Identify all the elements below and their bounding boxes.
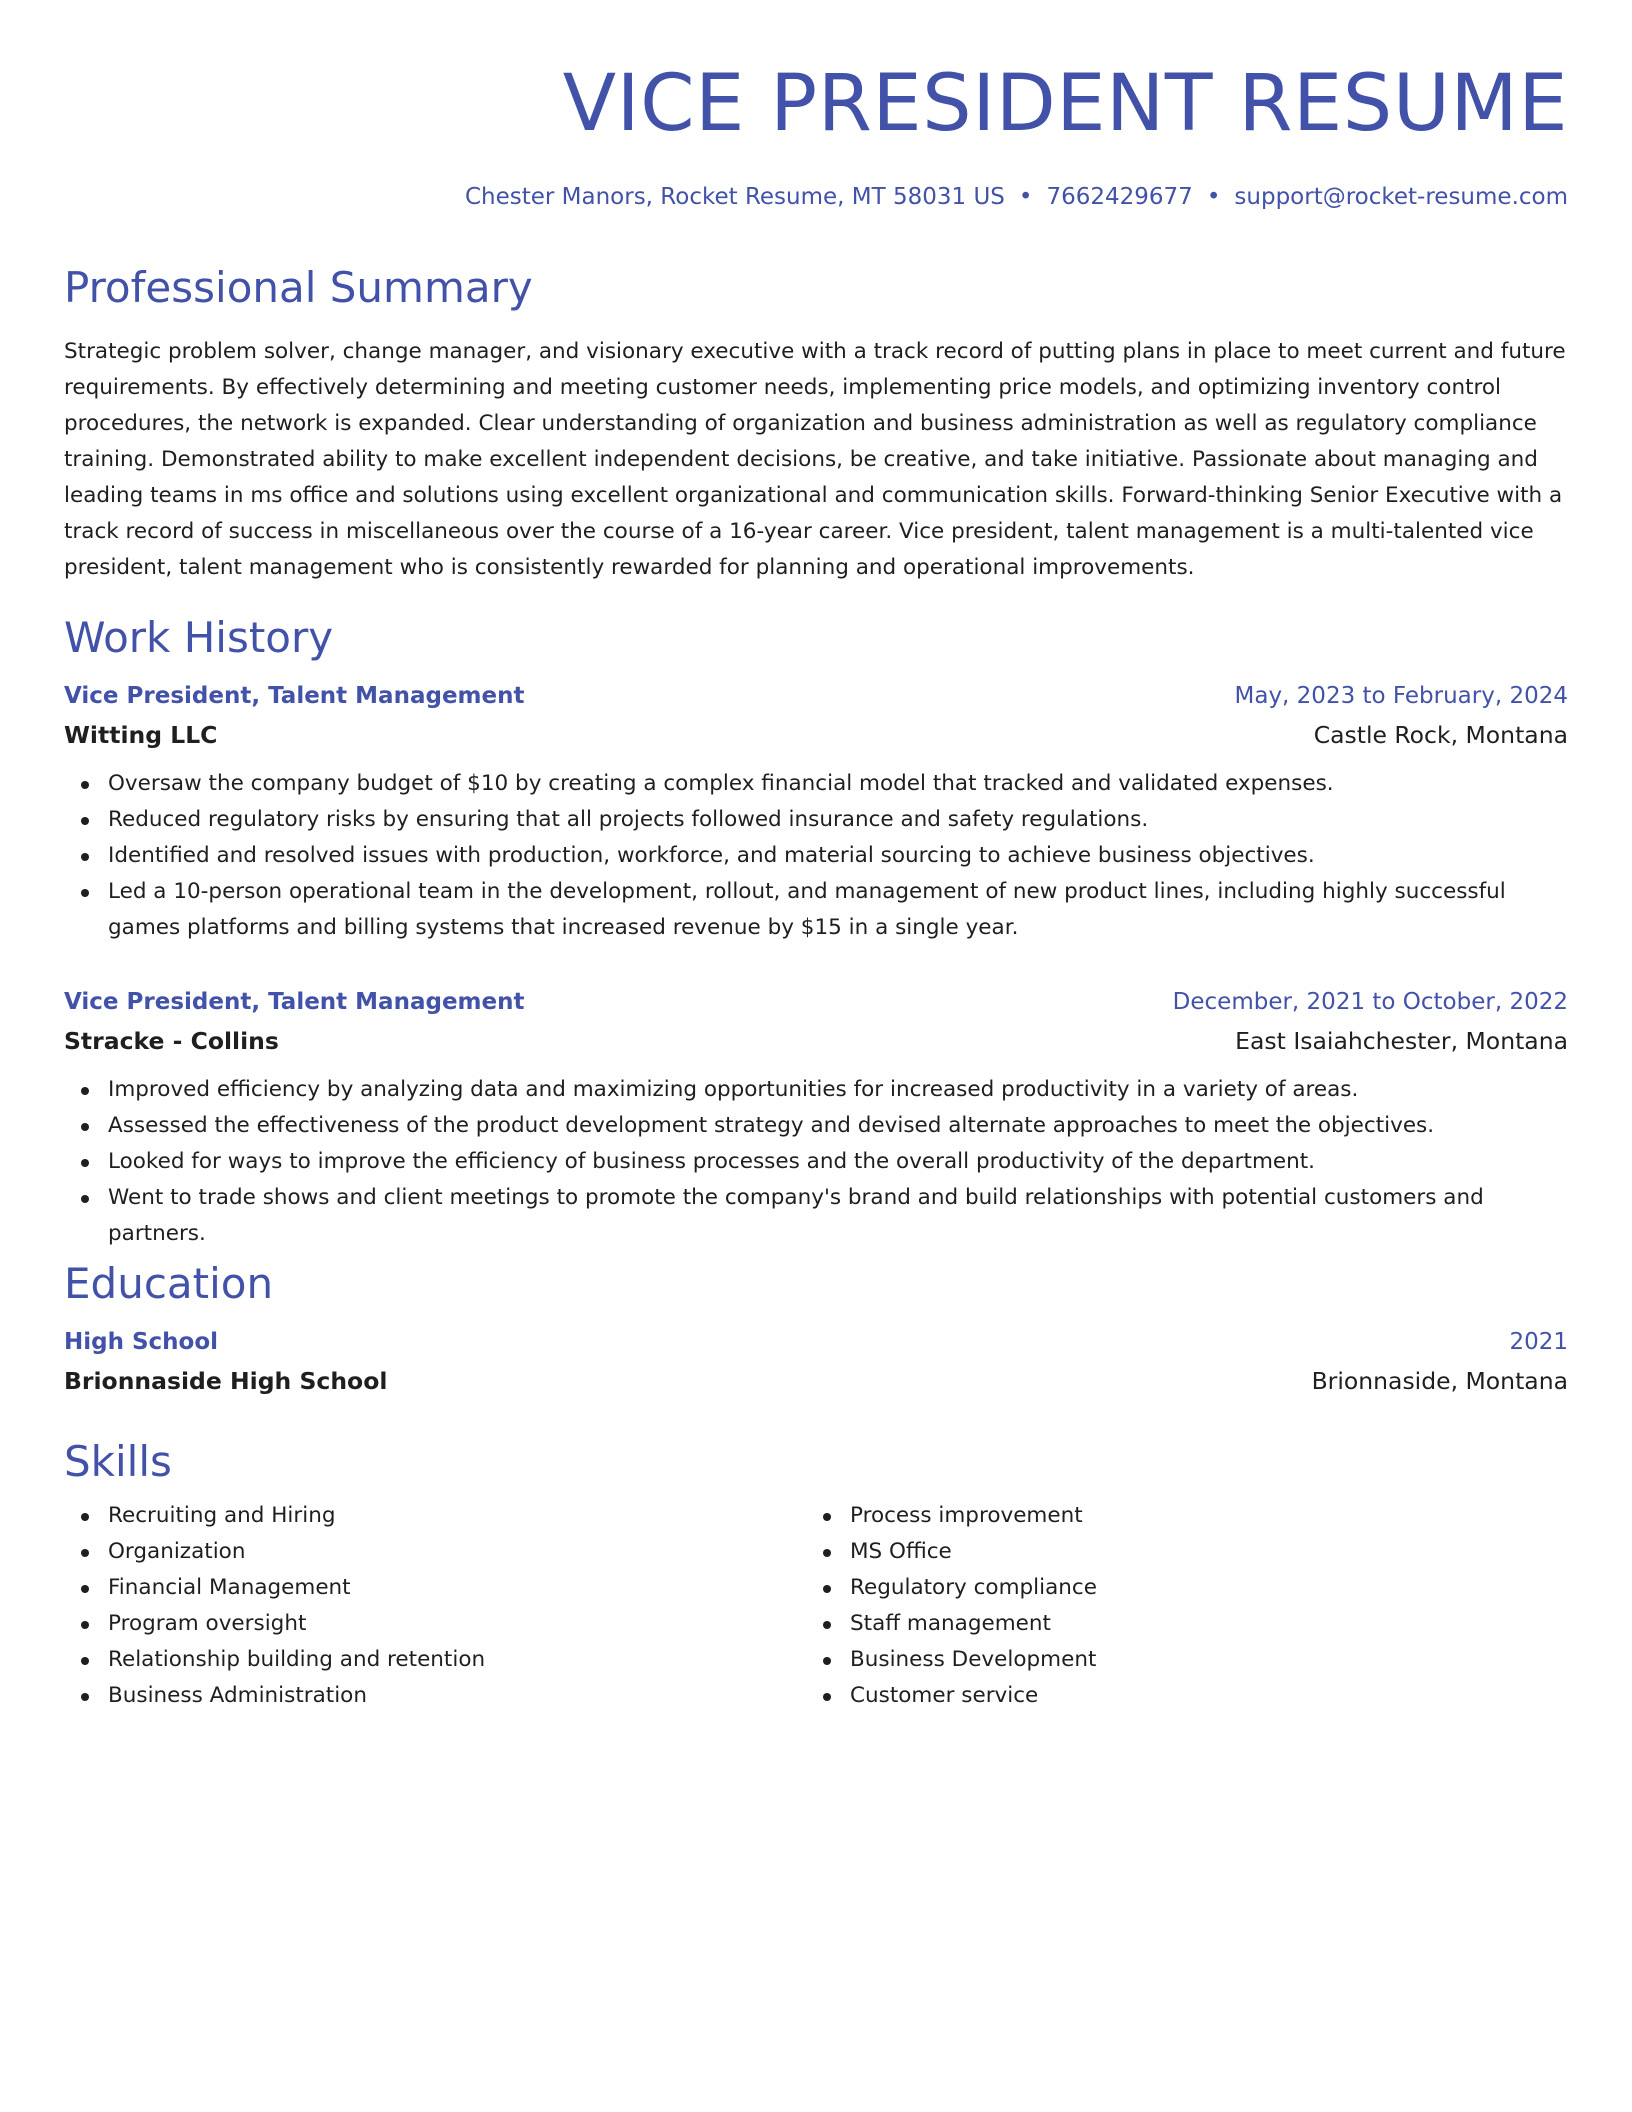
job-dates: May, 2023 to February, 2024 — [1234, 683, 1568, 709]
contact-separator: • — [1018, 184, 1033, 210]
job-bullets — [64, 1072, 1568, 1252]
job-location: Castle Rock, Montana — [1313, 721, 1568, 749]
skill-item: Organization — [64, 1534, 806, 1570]
job-bullet: Went to trade shows and client meetings to promote the company's brand and build relationships with potential customers and partners. — [64, 1180, 1568, 1252]
education-degree-row — [64, 1324, 1568, 1360]
work-history-section — [64, 612, 1568, 1252]
education-school: Brionnaside High School — [64, 1367, 388, 1395]
contact-line — [465, 182, 1568, 212]
job-title-row — [64, 678, 1568, 714]
section-heading-skills: Skills — [64, 1437, 172, 1486]
job-bullet: Identified and resolved issues with production, workforce, and material sourcing to achieve business objectives. — [64, 838, 1568, 874]
job-location: East Isaiahchester, Montana — [1235, 1027, 1568, 1055]
contact-phone: 7662429677 — [1046, 184, 1193, 210]
job-bullet: Looked for ways to improve the efficiency of business processes and the overall productivity of the department. — [64, 1144, 1568, 1180]
job-company-row — [64, 1020, 1568, 1062]
skills-list-left — [64, 1498, 806, 1714]
skill-item: Customer service — [806, 1678, 1548, 1714]
summary-text: Strategic problem solver, change manager, and visionary executive with a track record of putting plans in place to meet current and future requirements. By effectively determining and meeting customer needs, implementing price models, and optimizing inventory control procedures, the network is expanded. Clear understanding of organization and business administration as well as regulatory compliance training. Demonstrated ability to make excellent independent decisions, be creative, and take initiative. Passionate about managing and leading teams in ms office and solutions using excellent organizational and communication skills. Forward-thinking Senior Executive with a track record of success in miscellaneous over the course of a 16-year career. Vice president, talent management is a multi-talented vice president, talent management who is consistently rewarded for planning and operational improvements. — [64, 339, 1566, 580]
section-heading-summary: Professional Summary — [64, 263, 533, 312]
professional-summary-section — [64, 262, 1568, 586]
job-entry — [64, 678, 1568, 946]
skill-item: Business Administration — [64, 1678, 806, 1714]
skills-section — [64, 1436, 1568, 1714]
skill-item: MS Office — [806, 1534, 1548, 1570]
job-company: Witting LLC — [64, 721, 218, 749]
section-heading-education: Education — [64, 1259, 274, 1308]
job-company: Stracke - Collins — [64, 1027, 279, 1055]
job-bullet: Improved efficiency by analyzing data and maximizing opportunities for increased productivity in a variety of areas. — [64, 1072, 1568, 1108]
contact-address: Chester Manors, Rocket Resume, MT 58031 US — [464, 184, 1005, 210]
section-heading-work: Work History — [64, 613, 334, 662]
job-entry — [64, 984, 1568, 1252]
job-company-row — [64, 714, 1568, 756]
job-title-row — [64, 984, 1568, 1020]
skill-item: Program oversight — [64, 1606, 806, 1642]
education-location: Brionnaside, Montana — [1311, 1367, 1568, 1395]
job-bullet: Led a 10-person operational team in the development, rollout, and management of new product lines, including highly successful games platforms and billing systems that increased revenue by $15 in a single year. — [64, 874, 1568, 946]
education-year: 2021 — [1509, 1329, 1568, 1355]
skill-item: Business Development — [806, 1642, 1548, 1678]
skill-item: Regulatory compliance — [806, 1570, 1548, 1606]
contact-separator: • — [1206, 184, 1221, 210]
education-section — [64, 1258, 1568, 1402]
skill-item: Process improvement — [806, 1498, 1548, 1534]
skills-list-right — [806, 1498, 1548, 1714]
job-title: Vice President, Talent Management — [64, 989, 525, 1015]
skill-item: Recruiting and Hiring — [64, 1498, 806, 1534]
job-dates: December, 2021 to October, 2022 — [1172, 989, 1568, 1015]
education-school-row — [64, 1360, 1568, 1402]
contact-email: support@rocket-resume.com — [1234, 184, 1568, 210]
job-bullet: Reduced regulatory risks by ensuring that all projects followed insurance and safety regulations. — [64, 802, 1568, 838]
skill-item: Financial Management — [64, 1570, 806, 1606]
job-bullet: Oversaw the company budget of $10 by creating a complex financial model that tracked and validated expenses. — [64, 766, 1568, 802]
skill-item: Relationship building and retention — [64, 1642, 806, 1678]
education-degree: High School — [64, 1329, 219, 1355]
resume-title: VICE PRESIDENT RESUME — [562, 59, 1568, 149]
skills-columns — [64, 1498, 1568, 1714]
skill-item: Staff management — [806, 1606, 1548, 1642]
job-bullets — [64, 766, 1568, 946]
job-title: Vice President, Talent Management — [64, 683, 525, 709]
job-bullet: Assessed the effectiveness of the product development strategy and devised alternate approaches to meet the objectives. — [64, 1108, 1568, 1144]
